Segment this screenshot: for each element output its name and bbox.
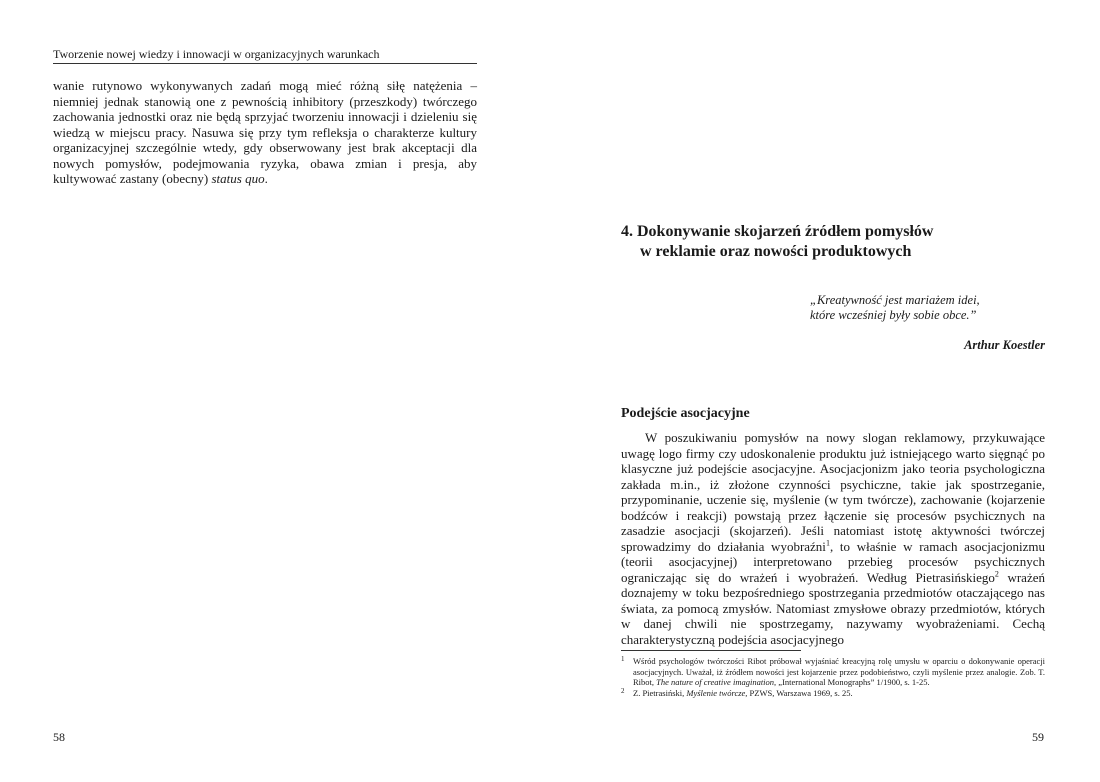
page-number-left: 58: [53, 730, 65, 744]
epigraph-author: Arthur Koestler: [964, 338, 1045, 352]
footnote-2: [621, 688, 1045, 699]
footnote-1-italic: The nature of creative imagination: [656, 677, 775, 687]
right-page: [550, 0, 1100, 782]
footnote-1-mark: 1: [621, 655, 625, 663]
running-header: Tworzenie nowej wiedzy i innowacji w organizacyjnych warunkach: [53, 47, 477, 64]
left-body-paragraph: [53, 78, 477, 187]
section-heading: Podejście asocjacyjne: [621, 406, 750, 421]
footnote-2-text-a: Z. Pietrasiński,: [633, 687, 687, 698]
left-body-italic: status quo: [211, 171, 265, 186]
epigraph-line2: które wcześniej były sobie obce.”: [810, 308, 977, 322]
chapter-title-line1: Dokonywanie skojarzeń źródłem pomysłów: [637, 223, 934, 240]
right-body-paragraph: [621, 430, 1045, 647]
right-body-part3: wrażeń doznajemy w toku bezpośredniego spostrzegania przedmiotów otaczającego nas świata, za pomocą zmysłów. Natomiast zmysłowe obrazy przedmiotów, których w danej chwili nie spostrzegamy, nazywamy wyobrażeniami. Cechą charakterystyczną podejścia asocjacyjnego: [621, 569, 1045, 647]
footnote-1-text-b: , „International Monographs” 1/1900, s. 1-25.: [774, 677, 930, 687]
footnote-ref-1: 1: [825, 538, 830, 548]
footnote-1: [621, 656, 1045, 688]
right-body-part2: , to właśnie w ramach asocjacjonizmu (teorii asocjacyjnej) interpretowano przebieg procesów psychicznych ograniczając się do wrażeń i wyobrażeń. Według Pietrasińskiego: [621, 538, 1046, 585]
right-body-part1: W poszukiwaniu pomysłów na nowy slogan reklamowy, przykuwające uwagę logo firmy czy udoskonalenie produktu już istniejącego warto sięgnąć po klasyczne już podejście asocjacyjne. Asocjacjonizm jako teoria psychologiczna zakłada m.in., iż złożone czynności psychiczne, takie jak spostrzeganie, przypominanie, uczenie się, myślenie (w tym twórcze), zachowanie (kojarzenie bodźców i reakcji) powstają przez łączenie się procesów psychicznych na zasadzie asocjacji (skojarzeń). Jeśli natomiast istotę aktywności twórczej sprowadzimy do działania wyobraźni: [621, 430, 1045, 554]
epigraph-line1: „Kreatywność jest mariażem idei,: [810, 293, 980, 307]
footnotes: [621, 656, 1045, 698]
footnote-2-text-b: , PZWS, Warszawa 1969, s. 25.: [745, 687, 853, 698]
left-body-text: wanie rutynowo wykonywanych zadań mogą mieć różną siłę natężenia – niemniej jednak stanowią one z pewnością inhibitory (przeszkody) twórczego zachowania jednostki oraz nie będą sprzyjać tworzeniu innowacji i dzieleniu się wiedzą w miejscu pracy. Nasuwa się przy tym refleksja o charakterze kultury organizacyjnej szczególnie wtedy, gdy obserwowany jest brak akceptacji dla nowych pomysłów, podejmowania ryzyka, obawa zmian i presja, aby kultywować zastany (obecny): [53, 78, 477, 186]
chapter-title: [621, 222, 1041, 262]
footnote-divider: [621, 650, 801, 651]
footnote-1-text-a: Wśród psychologów twórczości Ribot próbował wyjaśniać kreacyjną rolę umysłu w oparciu o dokonywanie operacji asocjacyjnych. Uważał, iż źródłem nowości jest kojarzenie przez podobieństwo, czyli myślenie przez analogie. Zob. T. Ribot,: [633, 656, 1045, 687]
chapter-title-line2: w reklamie oraz nowości produktowych: [640, 243, 912, 260]
footnote-2-italic: Myślenie twórcze: [686, 687, 746, 698]
chapter-number: 4.: [621, 223, 633, 240]
left-body-end: .: [264, 171, 268, 186]
footnote-2-mark: 2: [621, 686, 625, 695]
epigraph: [810, 293, 1040, 323]
page-number-right: 59: [1032, 730, 1044, 744]
footnote-ref-2: 2: [994, 569, 999, 579]
